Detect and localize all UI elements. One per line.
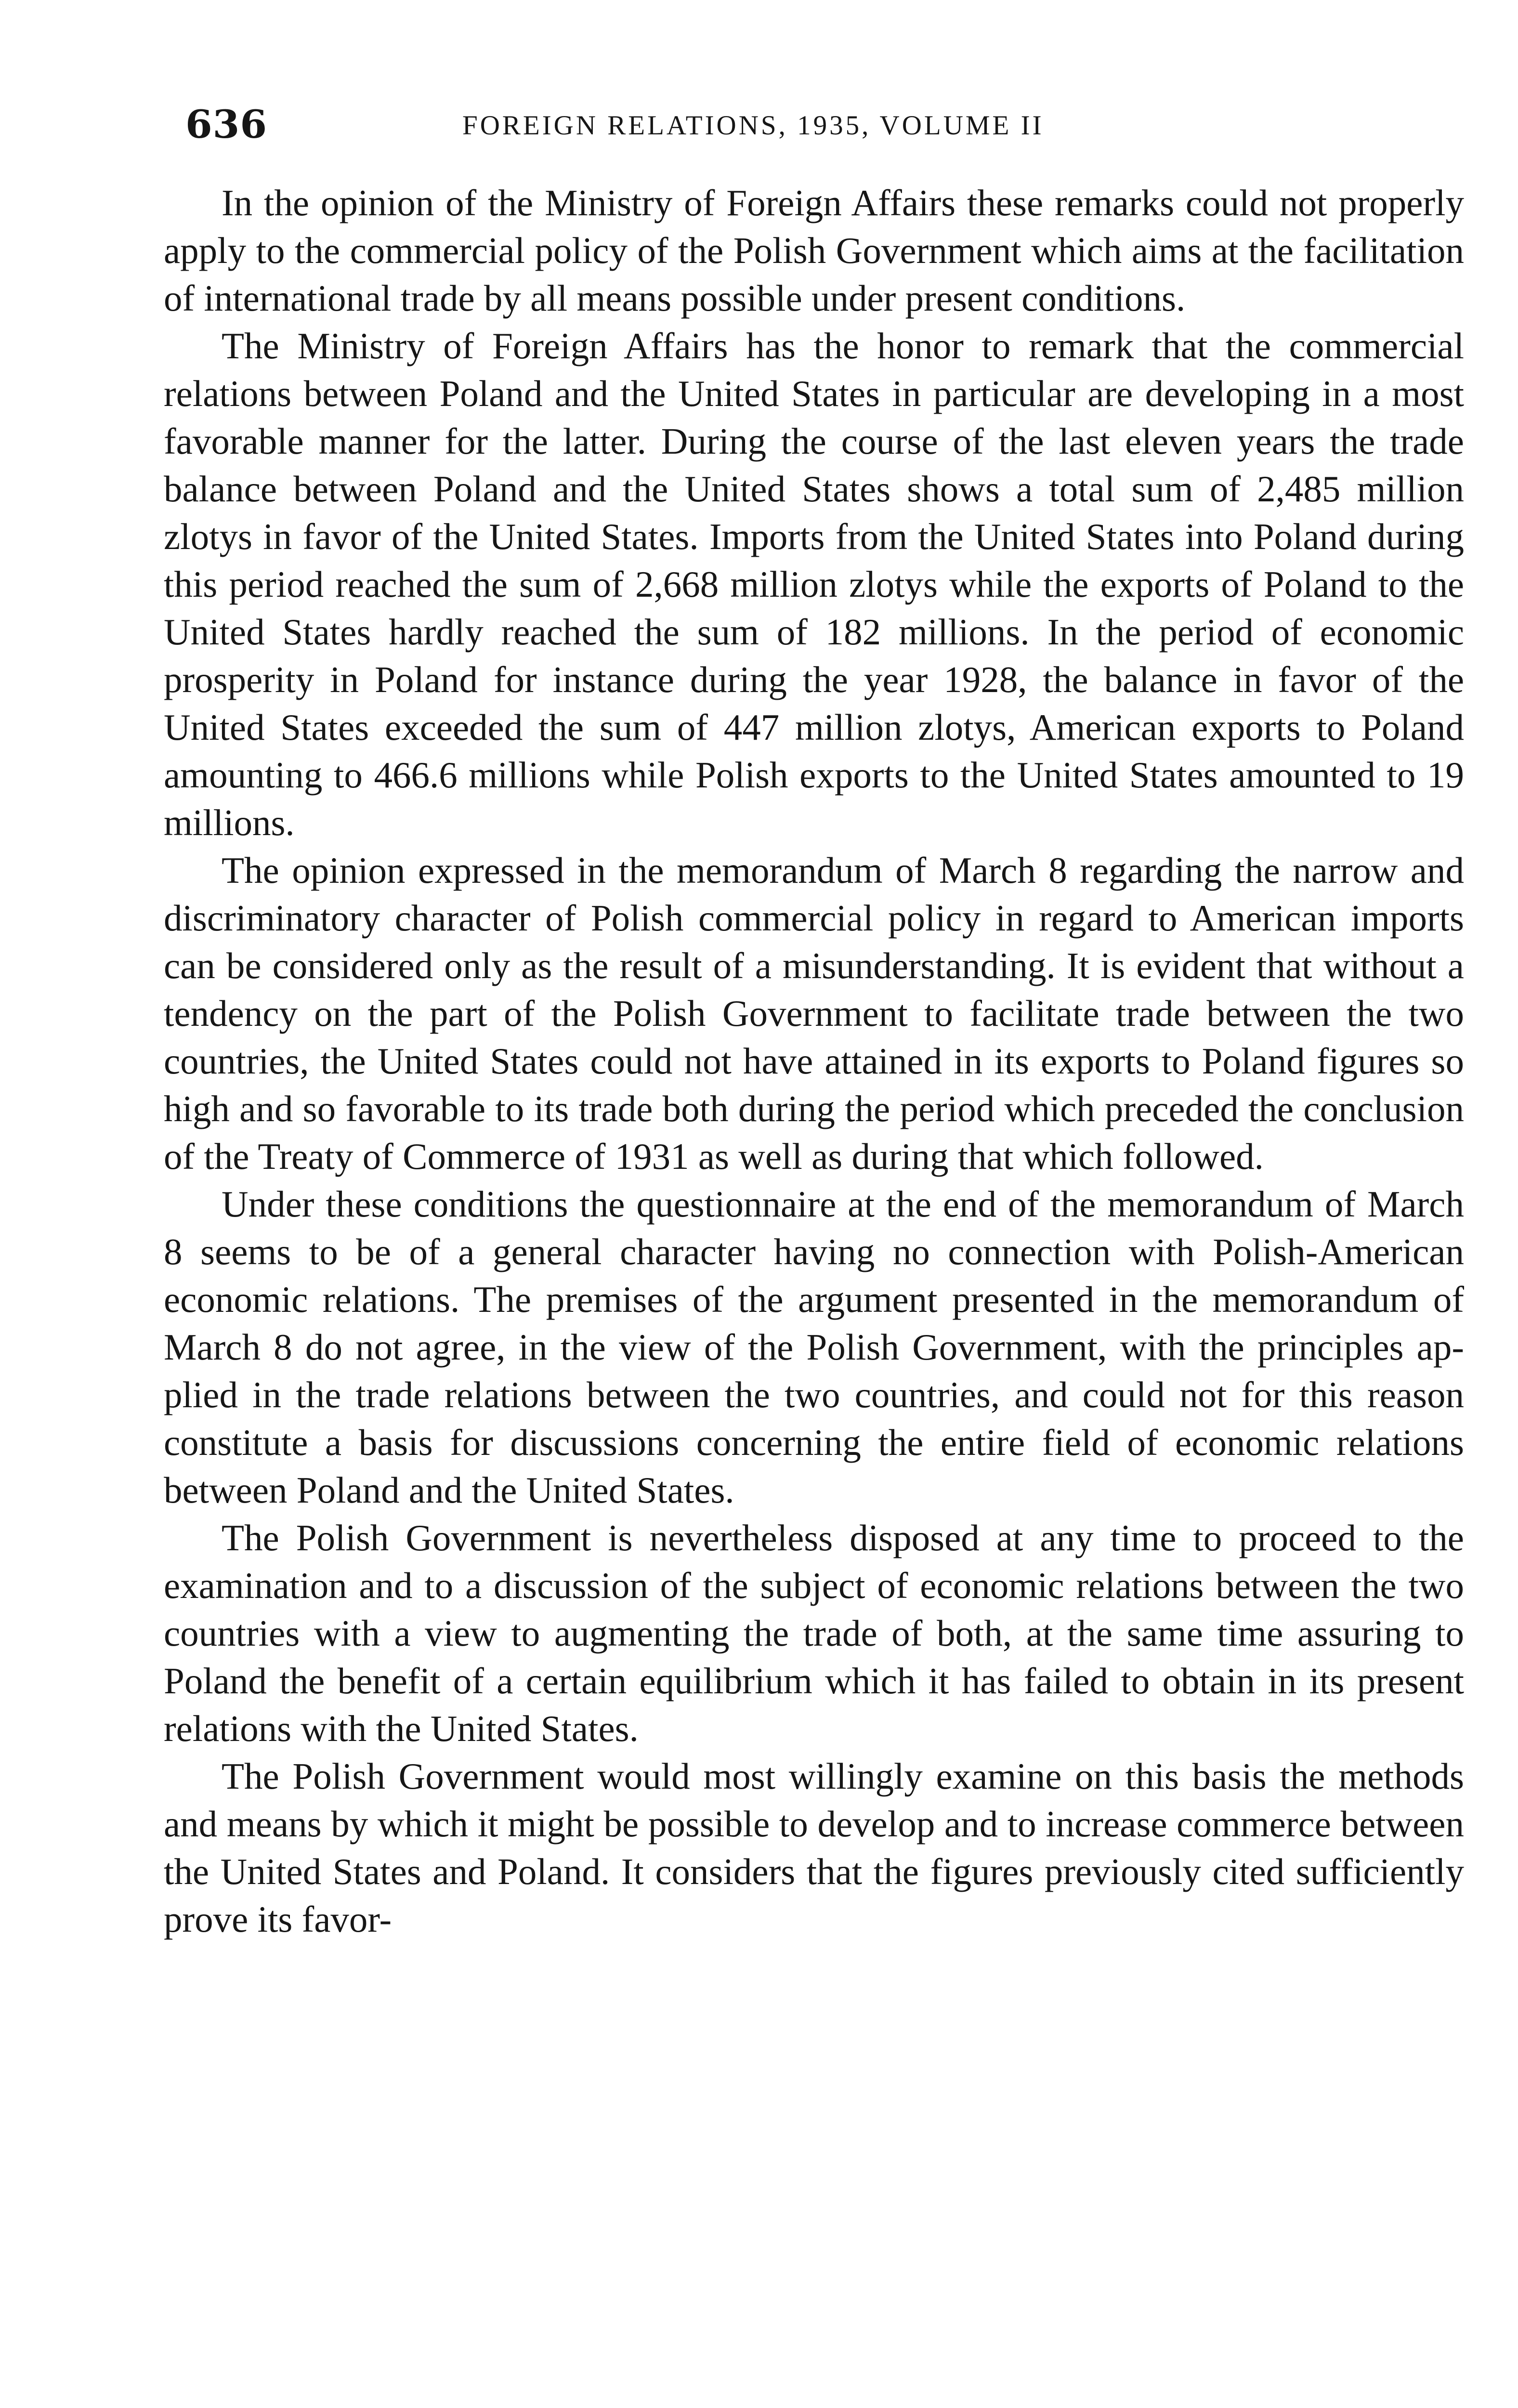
running-title: FOREIGN RELATIONS, 1935, VOLUME II bbox=[462, 110, 1044, 141]
body-text bbox=[164, 179, 1464, 1943]
page-number: 636 bbox=[185, 102, 267, 147]
paragraph: The Polish Government would most willingly examine on this basis the methods and means by which it might be possible to develop and to increase commerce between the United States and Poland. It considers that the figures previously cited sufficiently prove its favor- bbox=[164, 1755, 1464, 1940]
paragraph: Under these conditions the questionnaire at the end of the memorandum of March 8 seems to be of a general character having no connection with Polish-American economic relations. The premises of the argument presented in the memorandum of March 8 do not agree, in the view of the Polish Government, with the principles applied in the trade relations between the two countries, and could not for this reason constitute a basis for discussions concerning the entire field of economic relations between Poland and the United States. bbox=[164, 1183, 1464, 1511]
paragraph: The opinion expressed in the memorandum of March 8 regarding the narrow and discriminatory character of Polish commercial policy in regard to American imports can be considered only as the result of a misunderstanding. It is evident that without a tendency on the part of the Polish Government to facilitate trade between the two countries, the United States could not have attained in its exports to Poland figures so high and so favorable to its trade both during the period which preceded the conclusion of the Treaty of Commerce of 1931 as well as during that which followed. bbox=[164, 850, 1464, 1177]
paragraph: In the opinion of the Ministry of Foreign Affairs these remarks could not properly apply to the commercial policy of the Polish Government which aims at the facilitation of international trade by all means possible under present conditions. bbox=[164, 182, 1464, 319]
running-head bbox=[185, 95, 1462, 153]
paragraph: The Ministry of Foreign Affairs has the honor to remark that the commercial relations between Poland and the United States in particular are developing in a most favorable manner for the latter. During the course of the last eleven years the trade balance between Poland and the United States shows a total sum of 2,485 million zlotys in favor of the United States. Imports from the United States into Poland during this period reached the sum of 2,668 million zlotys while the exports of Poland to the United States hardly reached the sum of 182 millions. In the period of economic prosperity in Poland for instance during the year 1928, the balance in favor of the United States exceeded the sum of 447 million zlotys, American exports to Poland amounting to 466.6 millions while Polish exports to the United States amounted to 19 millions. bbox=[164, 325, 1464, 843]
paragraph: The Polish Government is nevertheless disposed at any time to proceed to the examination and to a discussion of the subject of economic relations between the two countries with a view to augmenting the trade of both, at the same time assuring to Poland the benefit of a certain equilibrium which it has failed to obtain in its present relations with the United States. bbox=[164, 1517, 1464, 1749]
